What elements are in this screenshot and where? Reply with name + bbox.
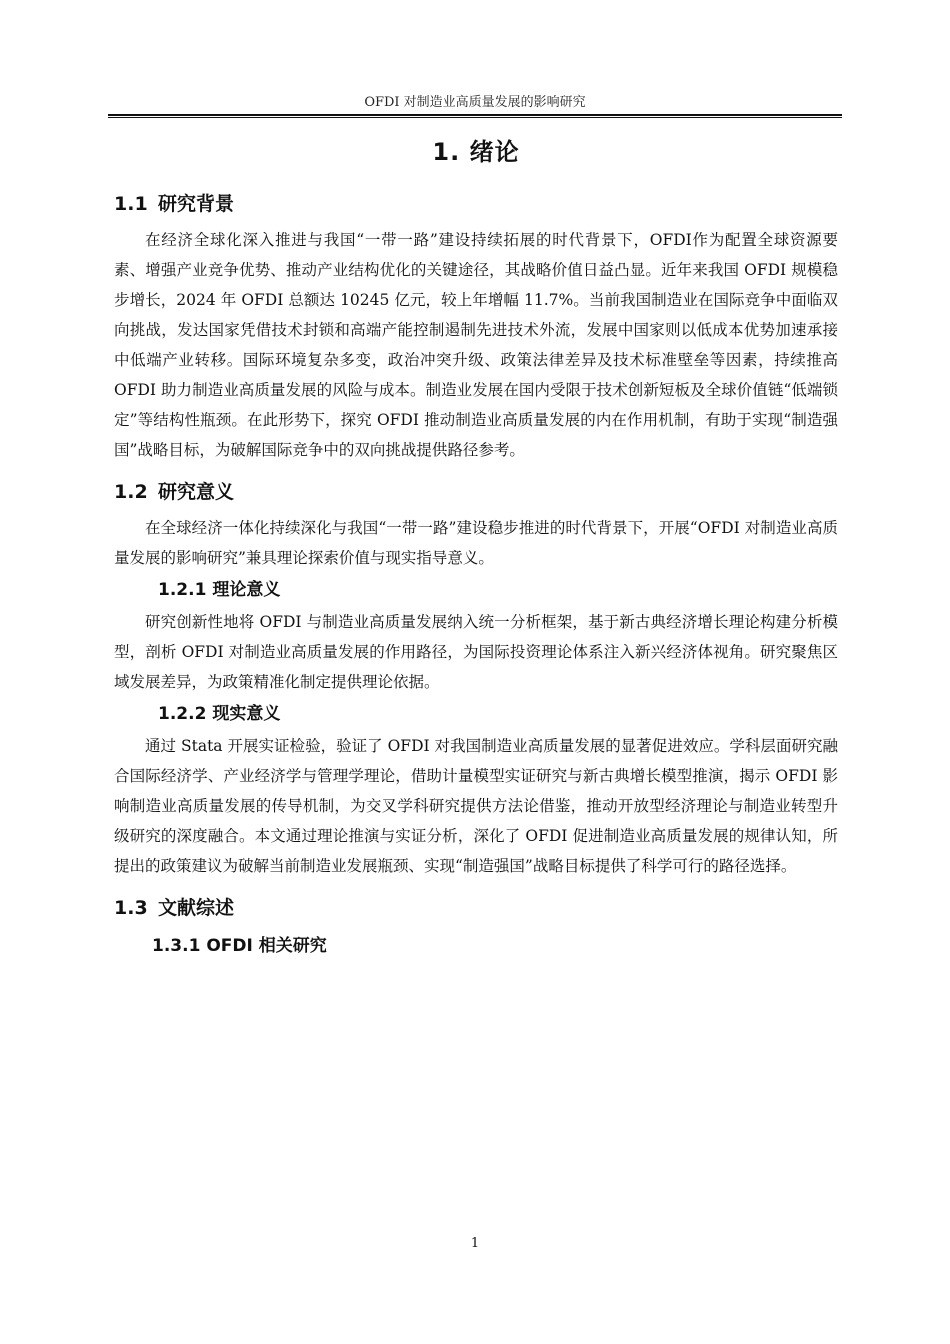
- section-heading-1-1: [114, 187, 838, 221]
- chapter-title: 1. 绪论: [432, 138, 520, 166]
- section-title: 研究背景: [158, 193, 235, 215]
- section-number: 1.1: [114, 193, 148, 215]
- section-heading-1-3: [114, 891, 838, 925]
- section-number: 1.2: [114, 481, 148, 503]
- section-number: 1.3: [114, 897, 148, 919]
- subsection-heading-1-3-1: 1.3.1 OFDI 相关研究: [152, 936, 327, 956]
- page-content: [114, 128, 838, 963]
- practical-significance-paragraph: 通过 Stata 开展实证检验，验证了 OFDI 对我国制造业高质量发展的显著促进效应。学科层面研究融合国际经济学、产业经济学与管理学理论，借助计量模型实证研究与新古典增长模型推演，揭示 OFDI 影响制造业高质量发展的传导机制，为交叉学科研究提供方法论借鉴，推动开放型经济理论与制造业转型升级研究的深度融合。本文通过理论推演与实证分析，深化了 OFDI 促进制造业高质量发展的规律认知，所提出的政策建议为破解当前制造业发展瓶颈、实现“制造强国”战略目标提供了科学可行的路径选择。: [114, 737, 838, 875]
- running-header: OFDI 对制造业高质量发展的影响研究: [364, 95, 586, 110]
- subsection-heading-1-2-1: 1.2.1 理论意义: [158, 580, 281, 600]
- section-heading-1-2: [114, 475, 838, 509]
- section-title: 研究意义: [158, 481, 235, 503]
- header-rule: [108, 114, 842, 118]
- page-number: 1: [470, 1236, 480, 1251]
- theoretical-significance-paragraph: 研究创新性地将 OFDI 与制造业高质量发展纳入统一分析框架，基于新古典经济增长理论构建分析模型，剖析 OFDI 对制造业高质量发展的作用路径，为国际投资理论体系注入新兴经济体视角。研究聚焦区域发展差异，为政策精准化制定提供理论依据。: [114, 613, 838, 691]
- research-background-paragraph: 在经济全球化深入推进与我国“一带一路”建设持续拓展的时代背景下，OFDI作为配置全球资源要素、增强产业竞争优势、推动产业结构优化的关键途径，其战略价值日益凸显。近年来我国 OFDI 规模稳步增长，2024 年 OFDI 总额达 10245 亿元，较上年增幅 11.7%。当前我国制造业在国际竞争中面临双向挑战，发达国家凭借技术封锁和高端产能控制遏制先进技术外流，发展中国家则以低成本优势加速承接中低端产业转移。国际环境复杂多变，政治冲突升级、政策法律差异及技术标准壁垒等因素，持续推高 OFDI 助力制造业高质量发展的风险与成本。制造业发展在国内受限于技术创新短板及全球价值链“低端锁定”等结构性瓶颈。在此形势下，探究 OFDI 推动制造业高质量发展的内在作用机制，有助于实现“制造强国”战略目标，为破解国际竞争中的双向挑战提供路径参考。: [114, 231, 838, 459]
- research-significance-paragraph: 在全球经济一体化持续深化与我国“一带一路”建设稳步推进的时代背景下，开展“OFDI 对制造业高质量发展的影响研究”兼具理论探索价值与现实指导意义。: [114, 519, 838, 567]
- section-title: 文献综述: [158, 897, 235, 919]
- subsection-heading-1-2-2: 1.2.2 现实意义: [158, 704, 281, 724]
